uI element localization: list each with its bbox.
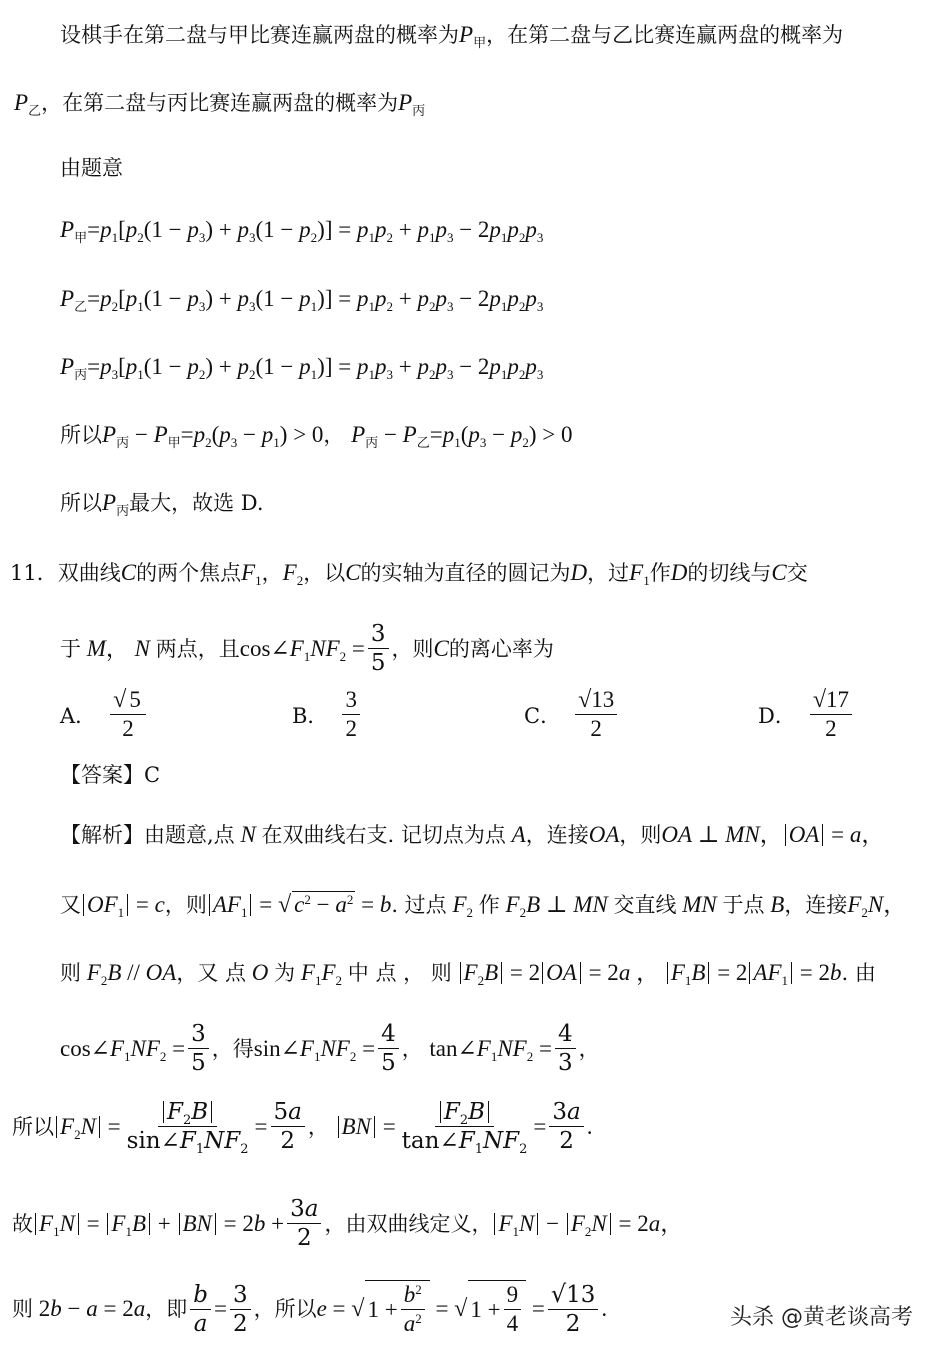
text-line-1: 设棋手在第二盘与甲比赛连赢两盘的概率为$P_甲$，在第二盘与乙比赛连赢两盘的概率为 [60,22,844,50]
analysis-line-4: $\cos\angle F_1NF_2$ = $\frac{3}{5}$ ，得 $\sin\angle F_1NF_2$ = $\frac{4}{5}$ ， $\tan\angle F_1NF_2$ = $\frac{4}{3}$ ， [60,1021,600,1076]
watermark: 头杀 @黄老谈高考 [730,1305,913,1330]
equation-p-jia: $P_甲=p_1[p_2(1 - p_3) + p_3(1 - p_2)] = p_1p_2 + p_1p_3 - 2p_1p_2p_3$ [60,217,544,245]
answer-line [60,760,160,790]
question-number: 11． [10,561,58,585]
question-11-line-1: 11．双曲线C的两个焦点$F_1$，$F_2$，以C的实轴为直径的圆记为D，过$F_1$作D的切线与C交 [10,560,808,588]
text-line-3: 由题意 [60,156,123,180]
analysis-line-3: 则 $F_2B$ // OA，又 点 O 为 $F_1F_2$ 中 点 ， 则 $F_2B = 2$ OA = 2a ， $F_1B = 2$ $AF_1 = 2b$. 由 [60,960,876,988]
answer-value: C [144,763,161,787]
fraction-3-5: $\frac{3}{5}$ [368,620,389,677]
option-c[interactable]: C． $\frac{√13}{2}$ [524,686,620,743]
analysis-line-5: 所以 $F_2N$ = $\frac{F_2B}{\sin\angle F_1NF_2}$ = $\frac{5a}{2}$ ， BN = $\frac{F_2B}{\tan\angle F_1NF_2}$ = $\frac{3a}{2}$ . [12,1099,593,1157]
text-line-8: 所以$P_丙$最大，故选 D. [60,490,264,518]
analysis-line-7: 则 2b − a = 2a ，即 $\frac{b}{a}$ = $\frac{3}{2}$ ，所以 e = √ 1 + $\frac{b^2}{a^2}$ = √ 1 + $\frac{9}{4}$ = $\frac{√13}{2}$ . [12,1280,608,1337]
equation-p-yi: $P_乙=p_2[p_1(1 - p_3) + p_3(1 - p_1)] = p_1p_2 + p_2p_3 - 2p_1p_2p_3$ [60,286,544,314]
equation-p-bing: $P_丙=p_3[p_1(1 - p_2) + p_2(1 - p_1)] = p_1p_3 + p_2p_3 - 2p_1p_2p_3$ [60,354,544,382]
option-d[interactable]: D． $\frac{√17}{2}$ [758,686,855,743]
analysis-line-1: 【解析】由题意,点 N 在双曲线右支. 记切点为点 A，连接OA，则OA ⊥ MN， OA = a， [60,822,885,847]
option-b[interactable]: B． $\frac{3}{2}$ [292,686,363,743]
answer-label: 【答案】 [60,763,144,787]
analysis-line-6: 故 $F_1N = F_1B$ + BN = 2b + $\frac{3a}{2}$ ，由双曲线定义， $F_1N - F_2N = 2a$， [12,1196,684,1251]
option-a[interactable]: A． $\frac{√ 5}{2}$ [60,686,149,743]
text-line-2: $P_乙$，在第二盘与丙比赛连赢两盘的概率为$P_丙$ [14,90,426,118]
question-11-line-2: 于 M， N 两点，且 $\cos\angle F_1NF_2$ = $\frac{3}{5}$ ，则 C 的离心率为 [60,621,554,676]
text-line-7: 所以$P_丙 - P_甲=p_2(p_3 - p_1) > 0$， $P_丙 - P_乙=p_1(p_3 - p_2) > 0$ [60,422,573,450]
analysis-line-2: 又 $OF_1 = c$，则 $AF_1$ = √ $c^2 - a^2 = b$. 过点 $F_2$ 作 $F_2B$ ⊥ MN 交直线 MN 于点 B，连接$F_2N$， [60,892,907,920]
analysis-label: 【解析】 [60,823,144,847]
